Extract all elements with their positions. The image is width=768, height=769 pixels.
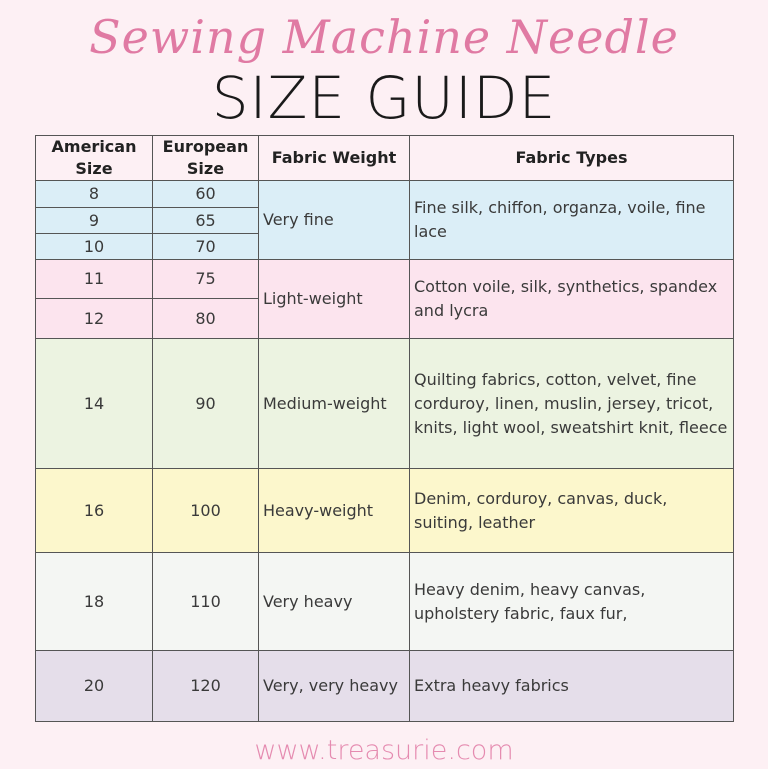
european-size-cell: 70 — [153, 234, 259, 260]
table-row — [36, 553, 734, 651]
american-size-cell: 11 — [36, 260, 153, 299]
american-size-cell: 8 — [36, 181, 153, 208]
table-row — [36, 339, 734, 469]
table-header-row — [36, 136, 734, 181]
header-fabric-types: Fabric Types — [410, 136, 734, 181]
fabric-weight-cell: Medium-weight — [259, 339, 410, 469]
fabric-types-cell: Denim, corduroy, canvas, duck, suiting, leather — [410, 469, 734, 553]
header-fabric-weight: Fabric Weight — [259, 136, 410, 181]
european-size-cell: 65 — [153, 208, 259, 234]
european-size-cell: 60 — [153, 181, 259, 208]
fabric-weight-cell: Heavy-weight — [259, 469, 410, 553]
american-size-cell: 9 — [36, 208, 153, 234]
american-size-cell: 14 — [36, 339, 153, 469]
fabric-types-cell: Fine silk, chiffon, organza, voile, fine lace — [410, 181, 734, 260]
website-url: www.treasurie.com — [254, 735, 514, 766]
european-size-cell: 80 — [153, 299, 259, 339]
table-row — [36, 651, 734, 722]
script-title: Sewing Machine Needle — [89, 10, 679, 64]
european-size-cell: 75 — [153, 260, 259, 299]
table-row — [36, 181, 734, 208]
header-european-size: European Size — [153, 136, 259, 181]
fabric-weight-cell: Very heavy — [259, 553, 410, 651]
fabric-types-cell: Quilting fabrics, cotton, velvet, fine corduroy, linen, muslin, jersey, tricot, knits, light wool, sweatshirt knit, fleece — [410, 339, 734, 469]
american-size-cell: 18 — [36, 553, 153, 651]
fabric-types-cell: Cotton voile, silk, synthetics, spandex and lycra — [410, 260, 734, 339]
needle-size-table — [35, 135, 734, 722]
header-american-size: American Size — [36, 136, 153, 181]
page-title: SIZE GUIDE — [211, 64, 557, 132]
fabric-types-cell: Extra heavy fabrics — [410, 651, 734, 722]
american-size-cell: 10 — [36, 234, 153, 260]
table-row — [36, 469, 734, 553]
fabric-weight-cell: Very fine — [259, 181, 410, 260]
american-size-cell: 16 — [36, 469, 153, 553]
american-size-cell: 20 — [36, 651, 153, 722]
table-row — [36, 260, 734, 299]
european-size-cell: 90 — [153, 339, 259, 469]
fabric-weight-cell: Light-weight — [259, 260, 410, 339]
european-size-cell: 120 — [153, 651, 259, 722]
european-size-cell: 100 — [153, 469, 259, 553]
fabric-types-cell: Heavy denim, heavy canvas, upholstery fabric, faux fur, — [410, 553, 734, 651]
european-size-cell: 110 — [153, 553, 259, 651]
american-size-cell: 12 — [36, 299, 153, 339]
fabric-weight-cell: Very, very heavy — [259, 651, 410, 722]
